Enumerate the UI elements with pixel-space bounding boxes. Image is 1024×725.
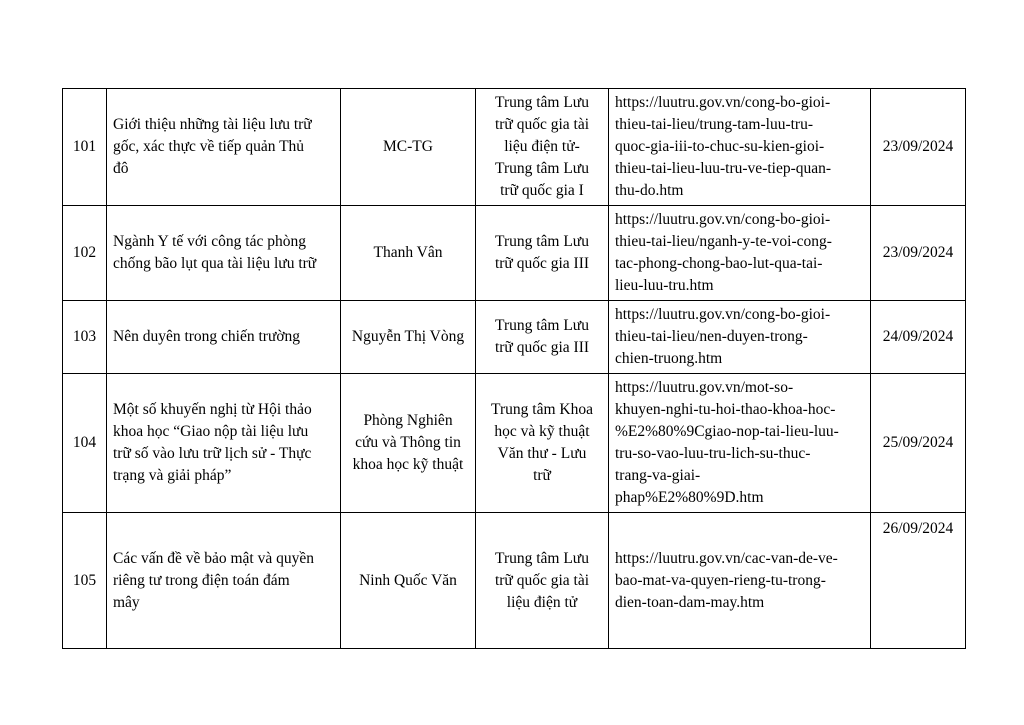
publishing-unit: Trung tâm Lưu trữ quốc gia III [476,206,609,301]
row-number: 101 [63,89,107,206]
publishing-unit: Trung tâm Khoa học và kỹ thuật Văn thư - Lưu trữ [476,374,609,513]
source-link[interactable]: https://luutru.gov.vn/cong-bo-gioi- thieu-tai-lieu/nen-duyen-trong- chien-truong.htm [609,301,871,374]
source-link[interactable]: https://luutru.gov.vn/cong-bo-gioi- thieu-tai-lieu/nganh-y-te-voi-cong- tac-phong-chong-bao-lut-qua-tai- lieu-luu-tru.htm [609,206,871,301]
author: Ninh Quốc Văn [341,513,476,649]
row-number: 103 [63,301,107,374]
table-row [63,89,966,206]
publish-date: 25/09/2024 [871,374,966,513]
document-title: Các vấn đề về bảo mật và quyền riêng tư trong điện toán đám mây [107,513,341,649]
publish-date: 26/09/2024 [871,513,966,649]
document-title: Nên duyên trong chiến trường [107,301,341,374]
author: Nguyễn Thị Vòng [341,301,476,374]
publishing-unit: Trung tâm Lưu trữ quốc gia tài liệu điện tử [476,513,609,649]
publish-date: 23/09/2024 [871,206,966,301]
publishing-unit: Trung tâm Lưu trữ quốc gia tài liệu điện tử- Trung tâm Lưu trữ quốc gia I [476,89,609,206]
source-link[interactable]: https://luutru.gov.vn/cong-bo-gioi- thieu-tai-lieu/trung-tam-luu-tru- quoc-gia-iii-to-chuc-su-kien-gioi- thieu-tai-lieu-luu-tru-ve-tiep-quan- thu-do.htm [609,89,871,206]
publish-date: 23/09/2024 [871,89,966,206]
records-table [62,88,966,649]
author: MC-TG [341,89,476,206]
row-number: 104 [63,374,107,513]
document-title: Một số khuyến nghị từ Hội thảo khoa học “Giao nộp tài liệu lưu trữ số vào lưu trữ lịch sử - Thực trạng và giải pháp” [107,374,341,513]
author: Phòng Nghiên cứu và Thông tin khoa học kỹ thuật [341,374,476,513]
publish-date: 24/09/2024 [871,301,966,374]
records-table-body [63,89,966,649]
row-number: 105 [63,513,107,649]
table-row [63,513,966,649]
document-title: Giới thiệu những tài liệu lưu trữ gốc, xác thực về tiếp quản Thủ đô [107,89,341,206]
source-link[interactable]: https://luutru.gov.vn/mot-so- khuyen-nghi-tu-hoi-thao-khoa-hoc- %E2%80%9Cgiao-nop-tai-lieu-luu- tru-so-vao-luu-tru-lich-su-thuc- trang-va-giai- phap%E2%80%9D.htm [609,374,871,513]
table-row [63,301,966,374]
source-link[interactable]: https://luutru.gov.vn/cac-van-de-ve- bao-mat-va-quyen-rieng-tu-trong- dien-toan-dam-may.htm [609,513,871,649]
table-row [63,374,966,513]
publishing-unit: Trung tâm Lưu trữ quốc gia III [476,301,609,374]
author: Thanh Vân [341,206,476,301]
row-number: 102 [63,206,107,301]
table-row [63,206,966,301]
document-title: Ngành Y tế với công tác phòng chống bão lụt qua tài liệu lưu trữ [107,206,341,301]
